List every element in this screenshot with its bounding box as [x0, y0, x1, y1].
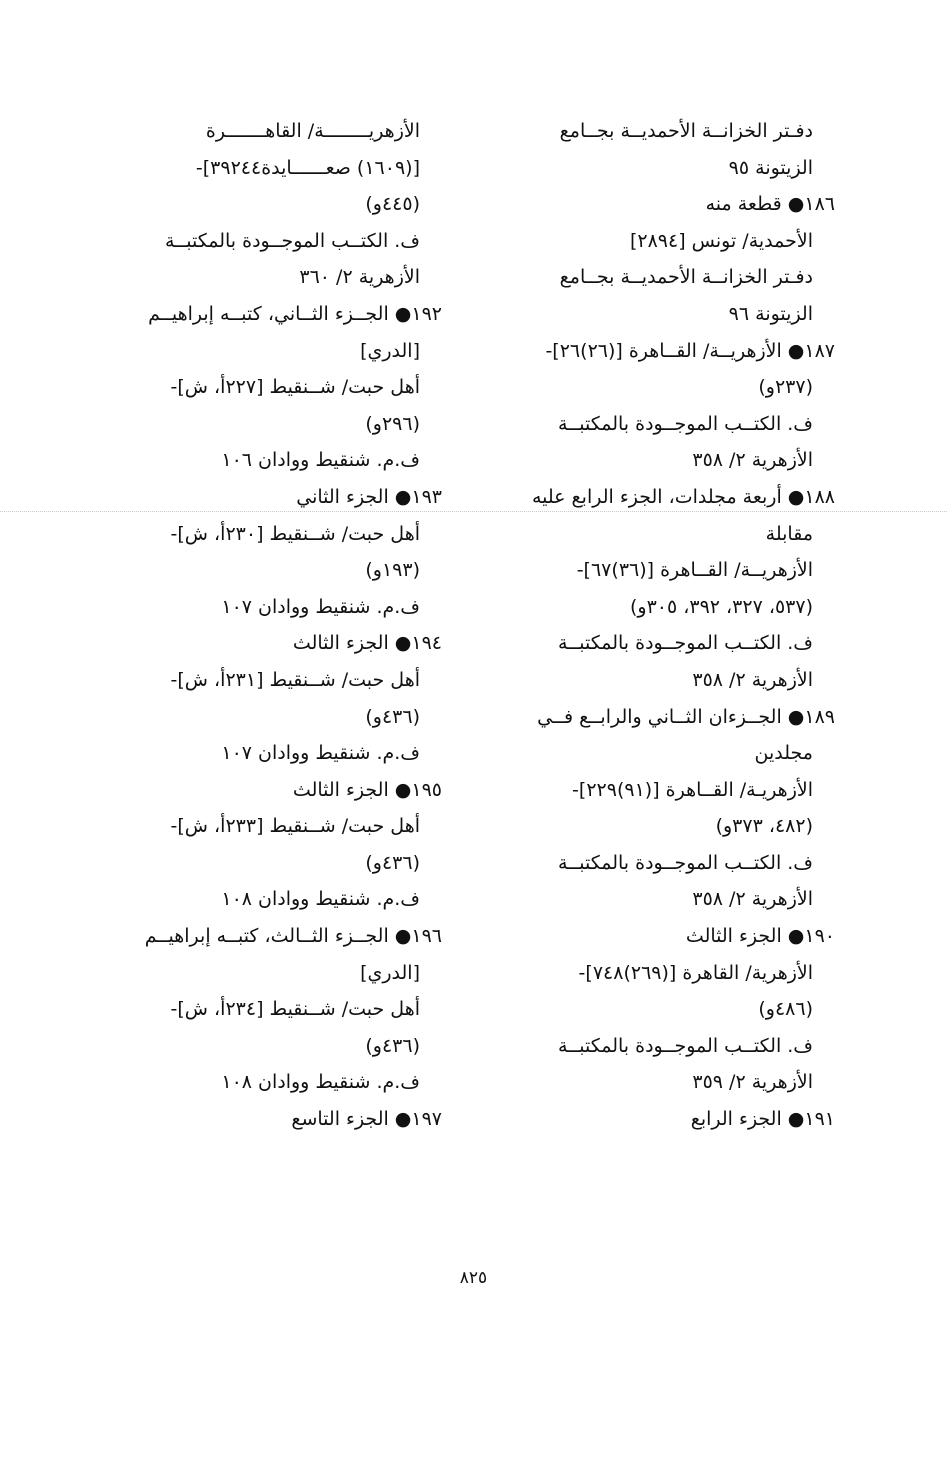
entry-line: [الدري]	[360, 961, 420, 984]
entry-line: ف. الكتــب الموجــودة بالمكتبــة	[557, 632, 813, 655]
entry-line: (٢٩٦و)	[365, 412, 420, 435]
entry-line: الأحمدية/ تونس [٢٨٩٤]	[629, 229, 813, 252]
entry-line: (٤٨٦و)	[758, 998, 813, 1021]
entry-line: ف.م. شنقيط ووادان ١٠٨	[221, 1071, 420, 1094]
entry-line: الزيتونة ٩٦	[728, 302, 813, 325]
entry-line: (٥٣٧، ٣٢٧، ٣٩٢، ٣٠٥و)	[629, 595, 813, 618]
entry-heading: ١٩٤● الجزء الثالث	[292, 632, 442, 655]
entry-line: ف. الكتــب الموجــودة بالمكتبــة	[557, 1034, 813, 1057]
entry-heading: ١٩٠● الجزء الثالث	[685, 925, 835, 948]
entry-line: أهل حبت/ شــنقيط [٢٢٧أ، ش]-	[170, 376, 420, 399]
entry-line: الأزهرية ٢/ ٣٥٨	[692, 449, 813, 472]
entry-line: مجلدين	[754, 742, 813, 765]
entry-heading: ١٩٧● الجزء التاسع	[291, 1108, 442, 1131]
entry-line: دفـتر الخزانــة الأحمديــة بجــامع	[559, 120, 813, 142]
entry-line: الأزهريــــــــة/ القاهـــــــرة	[205, 120, 420, 142]
entry-line: ف.م. شنقيط ووادان ١٠٦	[221, 449, 420, 472]
entry-line: ف.م. شنقيط ووادان ١٠٨	[221, 888, 420, 911]
entry-line: [(١٦٠٩) صعــــــايدة٣٩٢٤٤]-	[195, 156, 420, 179]
entry-line: (١٩٣و)	[365, 559, 420, 582]
entry-heading: ١٩٥● الجزء الثالث	[292, 778, 442, 801]
entry-line: الأزهريــة/ القــاهرة [(٣٦)٦٧]-	[576, 559, 813, 582]
right-column	[500, 113, 835, 1138]
entry-line: (٤٣٦و)	[365, 851, 420, 874]
entry-heading: ١٨٦● قطعة منه	[705, 193, 835, 216]
entry-heading: ١٩١● الجزء الرابع	[690, 1108, 835, 1131]
entry-heading: ١٨٧● الأزهريــة/ القــاهرة [(٢٦)٢٦]-	[545, 339, 835, 362]
entry-heading: ١٩٦● الجــزء الثــالث، كتبــه إبراهيــم	[144, 925, 442, 948]
entry-line: الأزهرية ٢/ ٣٥٨	[692, 668, 813, 691]
entry-line: (٢٣٧و)	[758, 376, 813, 399]
entry-line: ف. الكتــب الموجــودة بالمكتبــة	[557, 412, 813, 435]
entry-line: دفـتر الخزانــة الأحمديــة بجــامع	[559, 266, 813, 289]
entry-line: الأزهرية ٢/ ٣٥٨	[692, 888, 813, 911]
entry-line: ف.م. شنقيط ووادان ١٠٧	[221, 595, 420, 618]
page-number: ٨٢٥	[459, 1268, 488, 1288]
entry-line: ف. الكتــب الموجــودة بالمكتبــة	[557, 851, 813, 874]
entry-line: (٤٣٦و)	[365, 705, 420, 728]
entry-line: ف. الكتــب الموجــودة بالمكتبــة	[164, 229, 420, 252]
entry-line: الزيتونة ٩٥	[728, 156, 813, 179]
entry-heading: ١٨٨● أربعة مجلدات، الجزء الرابع عليه	[531, 485, 835, 508]
entry-line: (٤٤٥و)	[365, 193, 420, 216]
entry-line: [الدري]	[360, 339, 420, 362]
entry-heading: ١٨٩● الجــزءان الثــاني والرابــع فــي	[537, 705, 835, 728]
entry-heading: ١٩٢● الجــزء الثــاني، كتبــه إبراهيــم	[148, 302, 442, 325]
entry-line: (٤٨٢، ٣٧٣و)	[715, 815, 813, 838]
entry-line: الأزهرية/ القاهرة [(٢٦٩)٧٤٨]-	[578, 961, 813, 984]
entry-line: أهل حبت/ شــنقيط [٢٣٠أ، ش]-	[170, 522, 420, 545]
entry-line: ف.م. شنقيط ووادان ١٠٧	[221, 742, 420, 765]
entry-line: (٤٣٦و)	[365, 1034, 420, 1057]
entry-heading: ١٩٣● الجزء الثاني	[296, 485, 442, 508]
entry-line: الأزهرية ٢/ ٣٥٩	[692, 1071, 813, 1094]
entry-line: الأزهريـة/ القــاهرة [(٩١)٢٢٩]-	[572, 778, 813, 801]
entry-line: أهل حبت/ شــنقيط [٢٣٤أ، ش]-	[170, 998, 420, 1021]
entry-line: مقابلة	[765, 522, 813, 545]
left-column	[102, 113, 442, 1138]
entry-line: الأزهرية ٢/ ٣٦٠	[299, 266, 420, 289]
entry-line: أهل حبت/ شــنقيط [٢٣٣أ، ش]-	[170, 815, 420, 838]
entry-line: أهل حبت/ شــنقيط [٢٣١أ، ش]-	[170, 668, 420, 691]
